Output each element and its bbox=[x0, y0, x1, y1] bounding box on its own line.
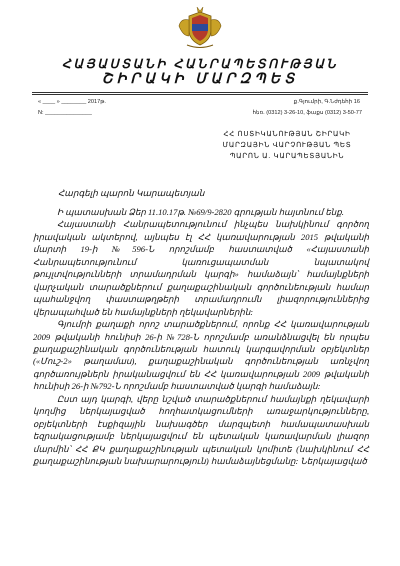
paragraph: Հայաստանի Հանրապետությունում ինչպես նախկինում գործող իրավական ակտերով, այնպես էլ ՀՀ կառավարության 2015 թվականի մարտի 19-ի №596-Ն որոշմամբ հաստատված «Հայաստանի Հանրապետությունում կառուցապատման նպատակով թույլտվությունների տրամադրման կարգի» համաձայն՝ համայնքների վարչական տարածքներում քաղաքաշինական գործունեության համար պահանջվող փաստաթղթերի տրամադրումն լիազորություններից վերապահված են համայնքների ղեկավարներին: bbox=[33, 219, 369, 317]
addressee-line: ՄԱՐԶԱՅԻՆ ՎԱՐՉՈՒԹՅԱՆ ՊԵՏ bbox=[222, 140, 352, 149]
coat-of-arms-icon bbox=[175, 6, 225, 50]
addressee-line: ՊԱՐՈՆ Ա. ԿԱՐԱՊԵՏՅԱՆԻՆ bbox=[229, 151, 345, 160]
letter-body bbox=[33, 206, 369, 468]
header-rule-top bbox=[32, 92, 368, 93]
paragraph: Գյումրի քաղաքի որոշ տարածքներում, որոնք ՀՀ կառավարության 2009 թվականի հունիսի 26-ի №728-Ն որոշմամբ առանձնացվել են որպես քաղաքաշինական գործունեության հատուկ կարգավորման օբյեկտներ («Մուշ-2» թաղամաս), քաղաքաշինական գործունեության առնչվող գործառույթներն իրականացվում են ՀՀ կառավարության 2009 թվականի հունիսի 26-ի №792-Ն որոշմամբ հաստատված կարգի համաձայն: bbox=[33, 319, 369, 392]
addressee-line: ՀՀ ՈՍՏԻԿԱՆՈՒԹՅԱՆ ՇԻՐԱԿԻ bbox=[223, 129, 351, 138]
office-address: ք.Գյումրի, Գ.Նժդեհի 16 bbox=[293, 99, 360, 105]
header-rule-bottom bbox=[32, 94, 368, 95]
paragraph: Ի պատասխան Ձեր 11.10.17թ. №69/9-2820 գրության հայտնում ենք. bbox=[57, 207, 344, 217]
organization-title: ՀԱՅԱՍՏԱՆԻ ՀԱՆՐԱՊԵՏՈՒԹՅԱՆ bbox=[61, 57, 339, 71]
addressee-block bbox=[207, 128, 367, 161]
salutation: Հարգելի պարոն Կարապետյան bbox=[58, 188, 205, 198]
department-title: ՇԻՐԱԿԻ ՄԱՐԶՊԵՏ bbox=[101, 72, 299, 87]
paragraph: Ըստ այդ կարգի, վերը նշված տարածքներում համայնքի ղեկավարի կողմից ներկայացված հողհատկացումների առաջարկությունները, օբյեկտների էսքիզային նախագծեր մարզպետի համապատասխան եզրակացությամբ ներկայացվում են պետական կառավարման լիազոր մարմին՝ ՀՀ ՔԿ քաղաքաշինության պետական կոմիտե (նախկինում ՀՀ քաղաքաշինության նախարարություն) համաձայնեցմանը: Ներկայացված bbox=[33, 393, 369, 467]
office-phones: հեռ. (0312) 3-26-10, ֆաքս (0312) 3-50-77 bbox=[252, 110, 362, 116]
letter-number: N: _______________ bbox=[38, 110, 92, 116]
letter-date: « ____ » ________ 2017թ. bbox=[38, 99, 106, 105]
